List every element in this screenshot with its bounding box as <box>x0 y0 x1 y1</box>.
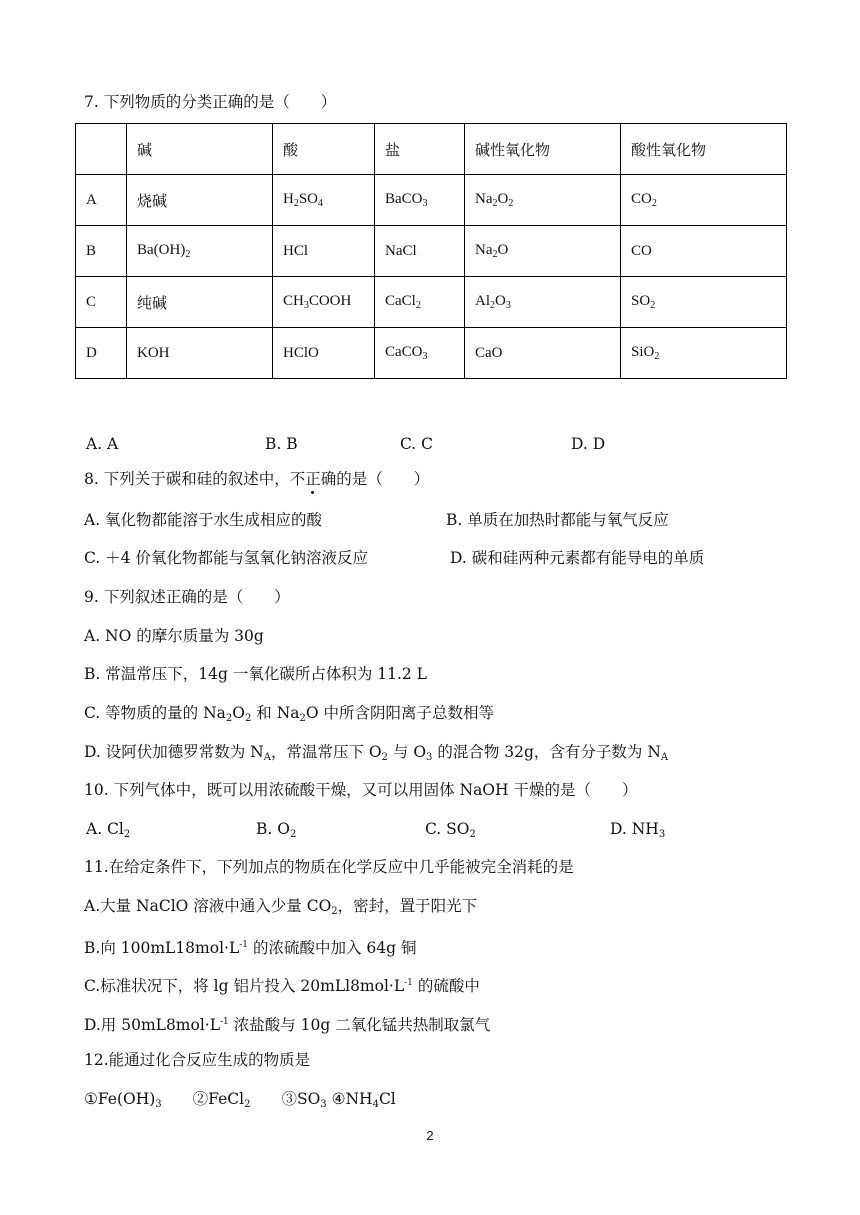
q8-option-c: C. ＋4 价氧化物都能与氢氧化钠溶液反应 <box>84 549 368 567</box>
q10-option-d: D. $NH_3$ <box>610 820 666 840</box>
q9-option-a: A. NO 的摩尔质量为 30g <box>84 627 264 645</box>
page-number: 2 <box>426 1128 434 1143</box>
table-cell: $SO_2$ <box>621 277 787 328</box>
table-cell: SiO$_2$ <box>621 328 787 379</box>
q7-option-c: C. C <box>400 435 434 453</box>
table-cell: B <box>76 226 127 277</box>
table-cell: CaO <box>465 328 621 379</box>
table-cell: $H_2SO_4$ <box>273 175 375 226</box>
table-cell: 纯碱 <box>127 277 273 328</box>
table-cell: $CH_3COOH$ <box>273 277 375 328</box>
table-row <box>76 175 787 226</box>
table-cell: KOH <box>127 328 273 379</box>
table-cell: $Al_2O_3$ <box>465 277 621 328</box>
q8-emphasis: 不正确 <box>289 470 337 488</box>
table-cell: HClO <box>273 328 375 379</box>
table-cell: D <box>76 328 127 379</box>
table-cell: $Na_2O$ <box>465 226 621 277</box>
table-header-cell: 碱性氧化物 <box>465 124 621 175</box>
q11-option-c: C.标准状况下，将 lg 铝片投入 $20mLl8mol\cdot L^{-1}$ 的硫酸中 <box>84 977 480 995</box>
q11-stem: 11.在给定条件下，下列加点的物质在化学反应中几乎能被完全消耗的是 <box>84 858 574 876</box>
table-cell: CO <box>621 226 787 277</box>
q9-option-c: C. 等物质的量的 $Na_2O_2$ 和 $Na_2O$ 中所含阴阳离子总数相等 <box>84 704 495 724</box>
table-cell: $Na_2O_2$ <box>465 175 621 226</box>
q10-option-a: A. $Cl_2$ <box>86 820 131 840</box>
table-header-cell: 盐 <box>375 124 465 175</box>
classification-table <box>75 123 787 379</box>
q12-items: $①Fe(OH)_3$ ②FeCl$_2$ $③SO_3$ $④NH_4Cl$ <box>84 1090 396 1110</box>
table-header-row <box>76 124 787 175</box>
table-header-cell: 酸 <box>273 124 375 175</box>
table-cell: $Ba(OH)_2$ <box>127 226 273 277</box>
table-cell: NaCl <box>375 226 465 277</box>
q11-option-d: D.用 $50mL8mol\cdot L^{-1}$ 浓盐酸与 10g 二氧化锰共热制取氯气 <box>84 1016 491 1034</box>
q9-option-d: D. 设阿伏加德罗常数为 $N_A$，常温常压下 $O_2$ 与 $O_3$ 的混合物 32g，含有分子数为 $N_A$ <box>84 743 669 763</box>
table-cell: A <box>76 175 127 226</box>
q7-stem: 7. 下列物质的分类正确的是（ ） <box>84 93 337 111</box>
q9-option-b: B. 常温常压下，14g 一氧化碳所占体积为 11.2 L <box>84 665 427 683</box>
q8-stem-before: 8. 下列关于碳和硅的叙述中， <box>84 470 290 488</box>
table-cell: BaCO$_3$ <box>375 175 465 226</box>
q12-stem: 12.能通过化合反应生成的物质是 <box>84 1051 311 1069</box>
table-header-cell: 酸性氧化物 <box>621 124 787 175</box>
table-header-cell: 碱 <box>127 124 273 175</box>
table-cell: CaCl$_2$ <box>375 277 465 328</box>
table-cell: 烧碱 <box>127 175 273 226</box>
table-cell: $CO_2$ <box>621 175 787 226</box>
q8-stem-after: 的是（ ） <box>336 470 430 488</box>
table-row <box>76 277 787 328</box>
q10-option-b: B. $O_2$ <box>256 820 297 840</box>
q8-stem <box>84 469 429 489</box>
q11-option-b: B.向 $100mL18mol\cdot L^{-1}$ 的浓硫酸中加入 64g 铜 <box>84 939 417 957</box>
q10-stem: 10. 下列气体中，既可以用浓硫酸干燥，又可以用固体 NaOH 干燥的是（ ） <box>84 781 638 799</box>
q7-option-a: A. A <box>86 435 119 453</box>
q10-option-c: C. $SO_2$ <box>425 820 476 840</box>
q9-stem: 9. 下列叙述正确的是（ ） <box>84 588 290 606</box>
q11-option-a: A.大量 NaClO 溶液中通入少量 $CO_2$，密封，置于阳光下 <box>84 897 478 917</box>
table-cell: HCl <box>273 226 375 277</box>
table-cell: C <box>76 277 127 328</box>
q7-option-b: B. B <box>265 435 298 453</box>
q8-option-d: D. 碳和硅两种元素都有能导电的单质 <box>450 549 705 567</box>
table-cell: CaCO$_3$ <box>375 328 465 379</box>
q8-option-a: A. 氧化物都能溶于水生成相应的酸 <box>84 511 323 529</box>
q8-option-b: B. 单质在加热时都能与氧气反应 <box>446 511 669 529</box>
q7-option-d: D. D <box>571 435 606 453</box>
table-row <box>76 328 787 379</box>
table-header-cell <box>76 124 127 175</box>
table-row <box>76 226 787 277</box>
